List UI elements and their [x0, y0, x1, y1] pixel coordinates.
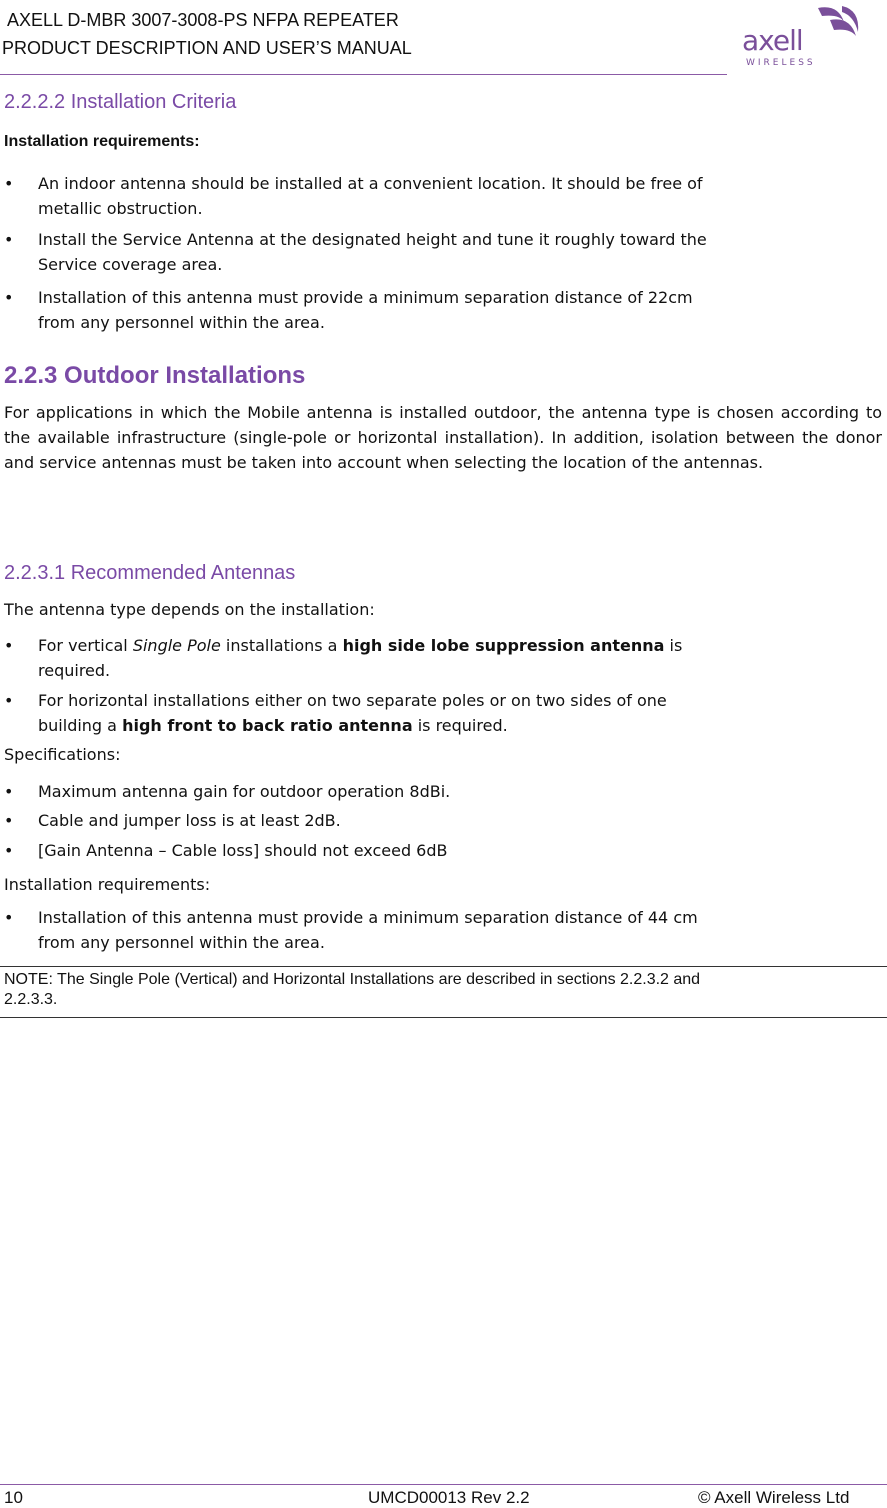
single-pole-term: Single Pole [132, 636, 221, 655]
copyright: © Axell Wireless Ltd [698, 1488, 850, 1507]
bullet-icon: • [4, 288, 14, 307]
page-number: 10 [4, 1488, 23, 1507]
specifications-label: Specifications: [4, 745, 121, 764]
list-item-text: Installation of this antenna must provide a minimum separation distance of 44 cm [38, 908, 698, 927]
list-item [4, 688, 864, 738]
bullet-icon: • [4, 782, 14, 801]
section-heading-2-2-3-1: 2.2.3.1 Recommended Antennas [4, 562, 296, 584]
section-heading-2-2-2-2: 2.2.2.2 Installation Criteria [4, 91, 237, 113]
list-item [4, 838, 864, 863]
emphasis-front-to-back: high front to back ratio antenna [122, 716, 413, 735]
note-text-line1: NOTE: The Single Pole (Vertical) and Horizontal Installations are described in sections 2.2.3.2 and [4, 971, 701, 988]
footer-rule [0, 1484, 887, 1485]
header-title-line2: PRODUCT DESCRIPTION AND USER’S MANUAL [2, 38, 412, 58]
list-item [4, 171, 864, 221]
section-heading-2-2-3: 2.2.3 Outdoor Installations [4, 362, 306, 389]
bullet-icon: • [4, 174, 14, 193]
bullet-icon: • [4, 636, 14, 655]
outdoor-installations-paragraph: For applications in which the Mobile antenna is installed outdoor, the antenna type is chosen according to the available infrastructure (single-pole or horizontal installation). In addition, isolation between the donor and service antennas must be taken into account when selecting the location of the antennas. [4, 403, 882, 472]
list-item-text: Installation of this antenna must provide a minimum separation distance of 22cm [38, 288, 693, 307]
bullet-icon: • [4, 691, 14, 710]
list-item [4, 905, 864, 955]
list-item [4, 285, 864, 335]
antenna-type-intro: The antenna type depends on the installation: [4, 600, 375, 619]
emphasis-high-side-lobe: high side lobe suppression antenna [342, 636, 665, 655]
list-item-text: from any personnel within the area. [38, 933, 325, 952]
list-item-text: Cable and jumper loss is at least 2dB. [38, 811, 341, 830]
list-item-text: required. [38, 661, 111, 680]
note-text-line2: 2.2.3.3. [4, 991, 58, 1008]
list-item [4, 808, 864, 833]
note-box [0, 966, 887, 1018]
list-item [4, 633, 864, 683]
list-item-text: Install the Service Antenna at the designated height and tune it roughly toward the [38, 230, 707, 249]
list-item-text: Maximum antenna gain for outdoor operation 8dBi. [38, 782, 451, 801]
installation-requirements-label-2: Installation requirements: [4, 875, 211, 894]
bullet-icon: • [4, 908, 14, 927]
axell-wireless-logo [738, 2, 862, 72]
bullet-icon: • [4, 811, 14, 830]
list-item-text: For horizontal installations either on two separate poles or on two sides of one [38, 691, 667, 710]
list-item-text: [Gain Antenna – Cable loss] should not exceed 6dB [38, 841, 448, 860]
list-item [4, 779, 864, 804]
header-title-line1: AXELL D-MBR 3007-3008-PS NFPA REPEATER [7, 10, 399, 30]
list-item-text: metallic obstruction. [38, 199, 203, 218]
list-item [4, 227, 864, 277]
list-item-text: For vertical Single Pole installations a high side lobe suppression antenna is [38, 636, 683, 655]
logo-subtext: WIRELESS [746, 58, 816, 68]
logo-swoosh-icon [814, 2, 862, 52]
list-item-text: building a high front to back ratio antenna is required. [38, 716, 508, 735]
list-item-text: Service coverage area. [38, 255, 223, 274]
bullet-icon: • [4, 230, 14, 249]
installation-requirements-label: Installation requirements: [4, 133, 200, 150]
list-item-text: An indoor antenna should be installed at a convenient location. It should be free of [38, 174, 703, 193]
list-item-text: from any personnel within the area. [38, 313, 325, 332]
document-id: UMCD00013 Rev 2.2 [368, 1488, 530, 1507]
bullet-icon: • [4, 841, 14, 860]
header-rule [0, 74, 727, 75]
logo-wordmark: axell [742, 24, 803, 57]
